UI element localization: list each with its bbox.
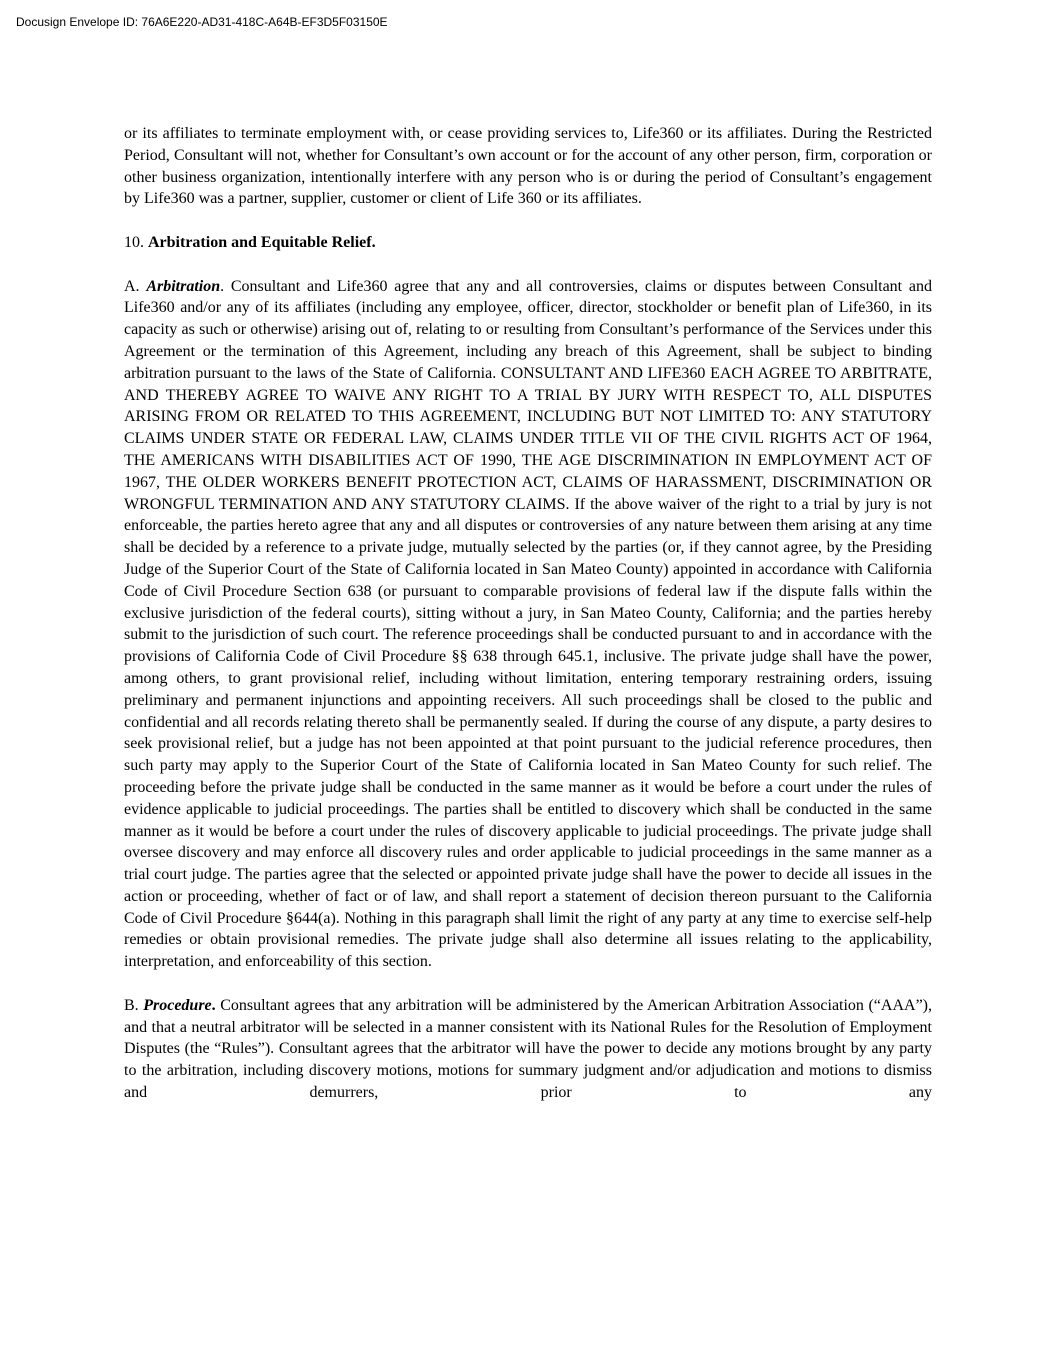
section-b-title-period: . — [211, 996, 216, 1014]
section-a-title: Arbitration — [146, 277, 221, 295]
procedure-paragraph — [124, 995, 932, 1104]
section-a-text: . Consultant and Life360 agree that any and all controversies, claims or disputes between Consultant and Life360 and/or any of its affiliates (including any employee, officer, director, stockholder or benefit plan of Life360, in its capacity as such or otherwise) arising out of, relating to or resulting from Consultant’s performance of the Services under this Agreement or the termination of this Agreement, including any breach of this Agreement, shall be subject to binding arbitration pursuant to the laws of the State of California. CONSULTANT AND LIFE360 EACH AGREE TO ARBITRATE, AND THEREBY AGREE TO WAIVE ANY RIGHT TO A TRIAL BY JURY WITH RESPECT TO, ALL DISPUTES ARISING FROM OR RELATED TO THIS AGREEMENT, INCLUDING BUT NOT LIMITED TO: ANY STATUTORY CLAIMS UNDER STATE OR FEDERAL LAW, CLAIMS UNDER TITLE VII OF THE CIVIL RIGHTS ACT OF 1964, THE AMERICANS WITH DISABILITIES ACT OF 1990, THE AGE DISCRIMINATION IN EMPLOYMENT ACT OF 1967, THE OLDER WORKERS BENEFIT PROTECTION ACT, CLAIMS OF HARASSMENT, DISCRIMINATION OR WRONGFUL TERMINATION AND ANY STATUTORY CLAIMS. If the above waiver of the right to a trial by jury is not enforceable, the parties hereto agree that any and all disputes or controversies of any nature between them arising at any time shall be decided by a reference to a private judge, mutually selected by the parties (or, if they cannot agree, by the Presiding Judge of the Superior Court of the State of California located in San Mateo County) appointed in accordance with California Code of Civil Procedure Section 638 (or pursuant to comparable provisions of federal law if the dispute falls within the exclusive jurisdiction of the federal courts), sitting without a jury, in San Mateo County, California; and the parties hereby submit to the jurisdiction of such court. The reference proceedings shall be conducted pursuant to and in accordance with the provisions of California Code of Civil Procedure §§ 638 through 645.1, inclusive. The private judge shall have the power, among others, to grant provisional relief, including without limitation, entering temporary restraining orders, issuing preliminary and permanent injunctions and appointing receivers. All such proceedings shall be closed to the public and confidential and all records relating thereto shall be permanently sealed. If during the course of any dispute, a party desires to seek provisional relief, but a judge has not been appointed at that point pursuant to the judicial reference procedures, then such party may apply to the Superior Court of the State of California located in San Mateo County for such relief. The proceeding before the private judge shall be conducted in the same manner as it would be before a court under the rules of evidence applicable to judicial proceedings. The parties shall be entitled to discovery which shall be conducted in the same manner as it would be before a court under the rules of discovery applicable to judicial proceedings. The private judge shall oversee discovery and may enforce all discovery rules and order applicable to judicial proceedings in the same manner as a trial court judge. The parties agree that the selected or appointed private judge shall have the power to decide all issues in the action or proceeding, whether of fact or of law, and shall report a statement of decision thereon pursuant to the California Code of Civil Procedure §644(a). Nothing in this paragraph shall limit the right of any party at any time to exercise self-help remedies or obtain provisional remedies. The private judge shall also determine all issues relating to the applicability, interpretation, and enforceability of this section. — [124, 277, 932, 971]
continuation-paragraph: or its affiliates to terminate employment with, or cease providing services to, Life360 or its affiliates. During the Restricted Period, Consultant will not, whether for Consultant’s own account or for the account of any other person, firm, corporation or other business organization, intentionally interfere with any person who is or during the period of Consultant’s engagement by Life360 was a partner, supplier, customer or client of Life 360 or its affiliates. — [124, 125, 932, 208]
section-b-prefix: B. — [124, 996, 144, 1014]
section-10-heading — [124, 232, 932, 254]
docusign-envelope-id: Docusign Envelope ID: 76A6E220-AD31-418C-A64B-EF3D5F03150E — [16, 15, 388, 29]
section-b-title: Procedure — [143, 996, 212, 1014]
section-10-number: 10. — [124, 233, 148, 251]
section-b-text: Consultant agrees that any arbitration will be administered by the American Arbitration Association (“AAA”), and that a neutral arbitrator will be selected in a manner consistent with its National Rules for the Resolution of Employment Disputes (the “Rules”). Consultant agrees that the arbitrator will have the power to decide any motions brought by any party to the arbitration, including discovery motions, motions for summary judgment and/or adjudication and motions to dismiss and demurrers, prior to any — [124, 996, 933, 1102]
section-10-title: Arbitration and Equitable Relief. — [148, 233, 376, 251]
arbitration-paragraph — [124, 276, 932, 974]
section-a-prefix: A. — [124, 277, 147, 295]
document-page-body — [124, 123, 932, 1126]
